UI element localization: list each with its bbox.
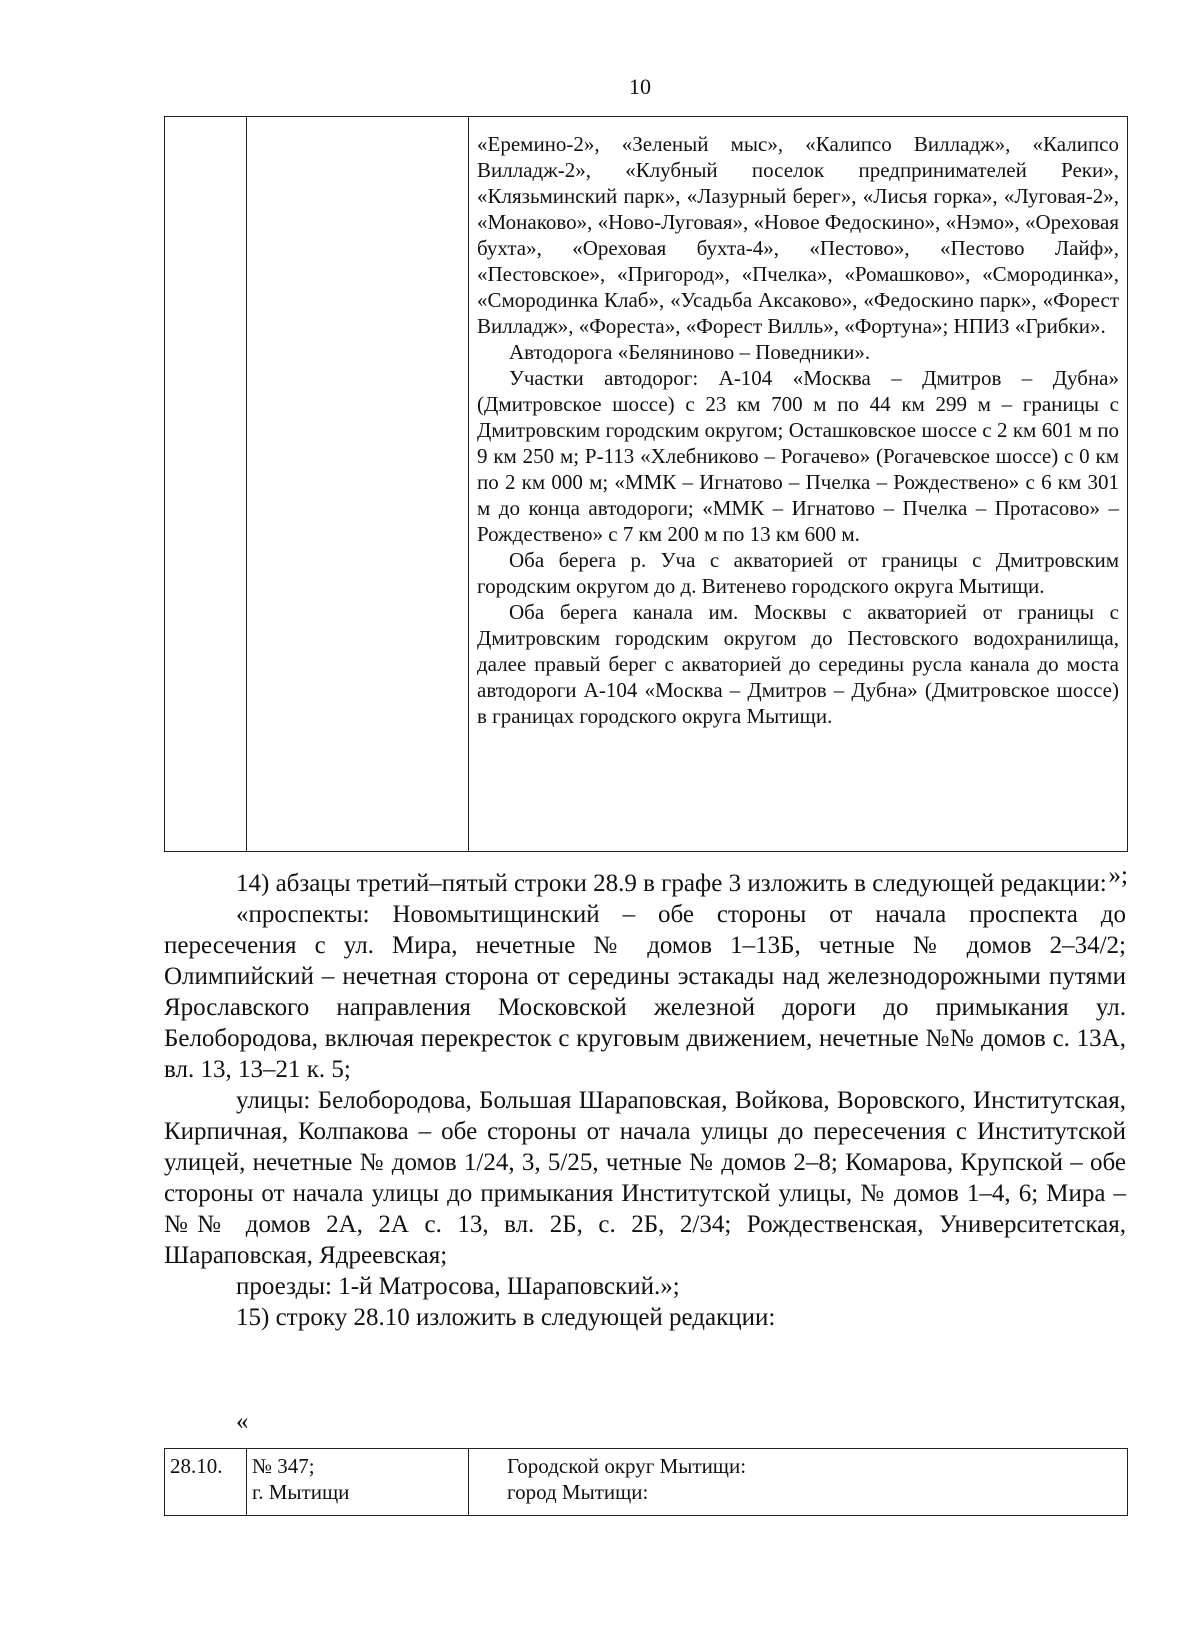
streets-paragraph: улицы: Белобородова, Большая Шараповская, Войкова, Воровского, Институтская, Кирпичная, Колпакова – обе стороны от начала улицы до пересечения с Институтской улицей, нечетные № домов 1/24, 3, 5/25, четные № домов 2–8; Комарова, Крупской – обе стороны от начала улицы до примыкания Институтской улицы, № домов 1–4, 6; Мира – №№ домов 2А, 2А с. 13, вл. 2Б, с. 2Б, 2/34; Рождественская, Университетская, Шараповская, Ядреевская; — [164, 1087, 1126, 1269]
row-number-cell — [165, 1449, 247, 1516]
passages-paragraph: проезды: 1-й Матросова, Шараповский.»; — [236, 1273, 680, 1300]
item-14-heading: 14) абзацы третий–пятый строки 28.9 в графе 3 изложить в следующей редакции: — [236, 870, 1107, 897]
canal-paragraph: Оба берега канала им. Москвы с акваторией от границы с Дмитровским городским округом до Пестовского водохранилища, далее правый берег с акваторией до середины русла канала до моста автодороги А-104 «Москва – Дмитров – Дубна» (Дмитровское шоссе) в границах городского округа Мытищи. — [477, 600, 1119, 728]
closing-quote: »; — [1108, 862, 1128, 889]
district-number: № 347; — [252, 1454, 315, 1478]
river-ucha-paragraph: Оба берега р. Уча с акваторией от границы с Дмитровским городским округом до д. Витенево городского округа Мытищи. — [477, 548, 1119, 598]
settlements-paragraph: «Еремино-2», «Зеленый мыс», «Калипсо Вилладж», «Калипсо Вилладж-2», «Клубный поселок предпринимателей Реки», «Клязьминский парк», «Лазурный берег», «Лисья горка», «Луговая-2», «Монаково», «Ново-Луговая», «Новое Федоскино», «Нэмо», «Ореховая бухта», «Ореховая бухта-4», «Пестово», «Пестово Лайф», «Пестовское», «Пригород», «Пчелка», «Ромашково», «Смородинка», «Смородинка Клаб», «Усадьба Аксаково», «Федоскино парк», «Форест Вилладж», «Фореста», «Форест Вилль», «Фортуна»; НПИЗ «Грибки». — [477, 132, 1119, 338]
district-city: г. Мытищи — [252, 1480, 350, 1504]
top-table — [164, 116, 1128, 852]
road-sections-paragraph: Участки автодорог: А-104 «Москва – Дмитров – Дубна» (Дмитровское шоссе) с 23 км 700 м по 44 км 299 м – границы с Дмитровским городским округом; Осташковское шоссе с 2 км 601 м по 9 км 250 м; Р-113 «Хлебниково – Рогачево» (Рогачевское шоссе) с 0 км по 2 км 000 м; «ММК – Игнатово – Пчелка – Рождествено» с 6 км 301 м до конца автодороги; «ММК – Игнатово – Пчелка – Протасово» – Рождествено» с 7 км 200 м по 13 км 600 м. — [477, 366, 1119, 546]
territory-okrug: Городской округ Мытищи: — [507, 1454, 747, 1478]
prospects-paragraph: «проспекты: Новомытищинский – обе стороны от начала проспекта до пересечения с ул. Мира, нечетные № домов 1–13Б, четные № домов 2–34/2; Олимпийский – нечетная сторона от середины эстакады над железнодорожными путями Ярославского направления Московской железной дороги до примыкания ул. Белобородова, включая перекресток с круговым движением, нечетные №№ домов с. 13А, вл. 13, 13–21 к. 5; — [164, 901, 1126, 1083]
territory-cell — [469, 1449, 1128, 1516]
top-table-col1 — [165, 117, 247, 852]
territory-city: город Мытищи: — [507, 1480, 649, 1504]
road-paragraph: Автодорога «Беляниново – Поведники». — [509, 340, 871, 364]
top-table-col3 — [469, 117, 1128, 852]
amendments-body — [164, 868, 1126, 1333]
open-quote: « — [236, 1408, 249, 1435]
item-15-heading: 15) строку 28.10 изложить в следующей редакции: — [236, 1304, 776, 1331]
row-number: 28.10. — [170, 1454, 223, 1478]
top-table-col2 — [247, 117, 469, 852]
page-number: 10 — [629, 74, 651, 99]
district-cell — [247, 1449, 469, 1516]
bottom-table — [164, 1448, 1128, 1516]
